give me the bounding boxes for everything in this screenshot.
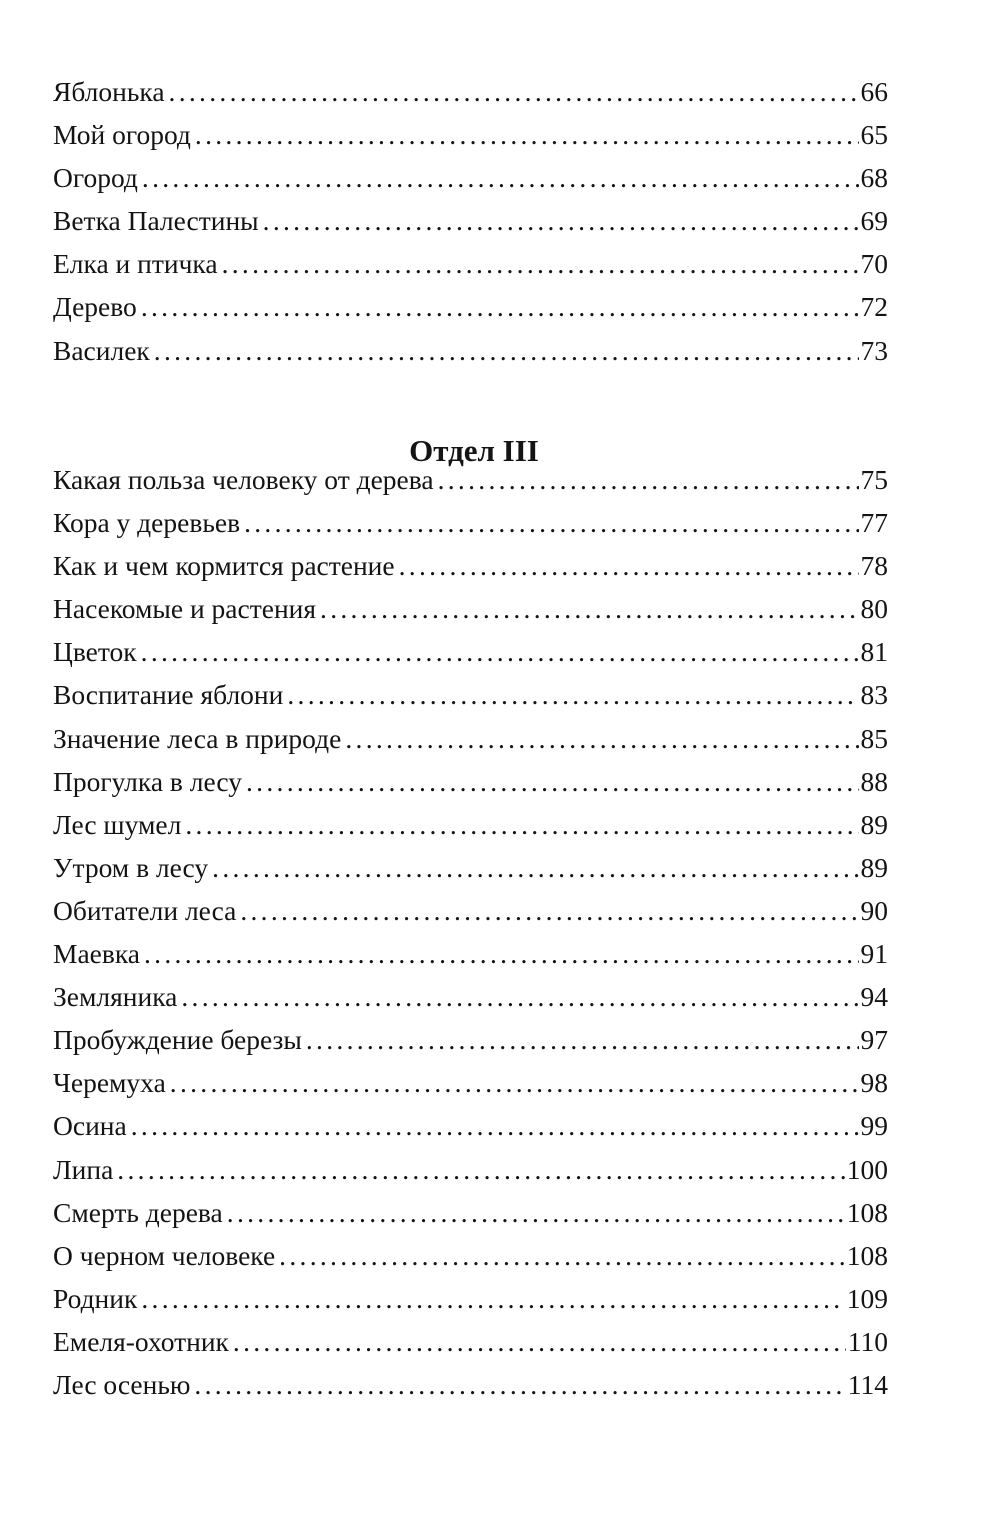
toc-entry-title: Василек — [53, 334, 150, 366]
toc-leader-dots — [279, 1234, 845, 1277]
toc-leader-dots — [154, 329, 859, 372]
toc-entry-title: Значение леса в природе — [53, 722, 342, 754]
toc-leader-dots — [438, 458, 859, 501]
toc-entry-page: 110 — [847, 1325, 888, 1357]
toc-entry — [53, 846, 888, 889]
toc-entry — [53, 1104, 888, 1147]
toc-entry-page: 70 — [860, 248, 888, 280]
toc-entry — [53, 113, 888, 156]
toc-leader-dots — [141, 285, 859, 328]
toc-leader-dots — [287, 673, 858, 716]
toc-leader-dots — [185, 803, 858, 846]
toc-entry-page: 90 — [860, 894, 888, 926]
toc-entry — [53, 1191, 888, 1234]
toc-entry-page: 89 — [860, 851, 888, 883]
toc-leader-dots — [212, 846, 858, 889]
toc-leader-dots — [320, 587, 858, 630]
toc-entry-title: Елка и птичка — [53, 248, 218, 280]
toc-entry-page: 77 — [860, 507, 888, 539]
toc-list-top — [53, 70, 888, 372]
toc-entry-page: 80 — [860, 593, 888, 625]
toc-entry — [53, 544, 888, 587]
toc-entry-page: 109 — [846, 1282, 888, 1314]
toc-entry — [53, 285, 888, 328]
toc-entry-title: Осина — [53, 1110, 127, 1142]
toc-entry-page: 73 — [860, 334, 888, 366]
toc-leader-dots — [227, 1191, 845, 1234]
toc-entry-title: Прогулка в лесу — [53, 765, 242, 797]
toc-entry — [53, 975, 888, 1018]
toc-leader-dots — [222, 242, 859, 285]
toc-entry-page: 94 — [860, 981, 888, 1013]
toc-entry-title: Лес осенью — [53, 1368, 191, 1400]
toc-leader-dots — [399, 544, 859, 587]
toc-entry — [53, 242, 888, 285]
toc-entry-title: Смерть дерева — [53, 1196, 223, 1228]
toc-leader-dots — [246, 760, 859, 803]
toc-leader-dots — [244, 501, 858, 544]
toc-entry — [53, 501, 888, 544]
toc-entry-page: 78 — [860, 550, 888, 582]
toc-entry-page: 75 — [860, 464, 888, 495]
toc-entry — [53, 329, 888, 372]
toc-leader-dots — [240, 889, 858, 932]
toc-entry-page: 68 — [860, 162, 888, 194]
toc-entry — [53, 673, 888, 716]
toc-entry-title: Емеля-охотник — [53, 1325, 229, 1357]
section-title: Отдел III — [409, 432, 539, 468]
toc-entry-page: 69 — [860, 205, 888, 237]
toc-leader-dots — [263, 199, 859, 242]
toc-entry-page: 114 — [847, 1368, 888, 1400]
toc-entry-title: О черном человеке — [53, 1239, 276, 1271]
toc-entry — [53, 630, 888, 673]
toc-entry-page: 83 — [860, 679, 888, 711]
toc-entry — [53, 587, 888, 630]
toc-entry-page: 97 — [860, 1024, 888, 1056]
toc-entry — [53, 70, 888, 113]
toc-entry-page: 85 — [860, 722, 888, 754]
toc-entry — [53, 932, 888, 975]
toc-entry-title: Липа — [53, 1153, 114, 1185]
toc-entry-page: 65 — [860, 119, 888, 151]
toc-entry-page: 89 — [860, 808, 888, 840]
toc-leader-dots — [306, 1018, 859, 1061]
toc-entry-page: 99 — [860, 1110, 888, 1142]
toc-entry-page: 91 — [860, 938, 888, 970]
toc-entry-title: Как и чем кормится растение — [53, 550, 395, 582]
toc-entry-title: Обитатели леса — [53, 894, 237, 926]
toc-entry — [53, 1148, 888, 1191]
toc-entry-title: Лес шумел — [53, 808, 182, 840]
toc-leader-dots — [117, 1148, 844, 1191]
toc-entry-title: Огород — [53, 162, 138, 194]
toc-entry-page: 98 — [860, 1067, 888, 1099]
toc-entry-title: Родник — [53, 1282, 138, 1314]
toc-entry-page: 108 — [846, 1196, 888, 1228]
toc-entry-page: 72 — [860, 291, 888, 323]
toc-entry-title: Воспитание яблони — [53, 679, 284, 711]
toc-entry-title: Ветка Палестины — [53, 205, 259, 237]
toc-leader-dots — [170, 1061, 859, 1104]
toc-leader-dots — [141, 630, 859, 673]
toc-entry-page: 88 — [860, 765, 888, 797]
toc-leader-dots — [195, 113, 859, 156]
toc-entry — [53, 717, 888, 760]
toc-entry — [53, 458, 888, 501]
toc-leader-dots — [233, 1320, 846, 1363]
toc-entry-page: 100 — [846, 1153, 888, 1185]
toc-entry-title: Какая польза человеку от дерева — [53, 464, 434, 495]
toc-entry — [53, 1363, 888, 1406]
toc-entry-page: 81 — [860, 636, 888, 668]
toc-entry-title: Цветок — [53, 636, 137, 668]
toc-entry — [53, 1061, 888, 1104]
toc-entry — [53, 760, 888, 803]
toc-entry-title: Маевка — [53, 938, 140, 970]
toc-entry-title: Пробуждение березы — [53, 1024, 302, 1056]
toc-leader-dots — [144, 932, 859, 975]
toc-entry-title: Мой огород — [53, 119, 191, 151]
toc-entry — [53, 199, 888, 242]
toc-leader-dots — [345, 717, 858, 760]
toc-entry — [53, 156, 888, 199]
toc-entry-title: Черемуха — [53, 1067, 166, 1099]
toc-entry — [53, 1018, 888, 1061]
toc-leader-dots — [142, 156, 859, 199]
toc-entry-title: Дерево — [53, 291, 137, 323]
toc-entry-title: Земляника — [53, 981, 178, 1013]
toc-entry-title: Яблонька — [53, 76, 165, 107]
toc-entry — [53, 1234, 888, 1277]
toc-list-section-3 — [53, 458, 888, 1406]
toc-entry — [53, 803, 888, 846]
toc-entry — [53, 1277, 888, 1320]
toc-entry — [53, 1320, 888, 1363]
toc-entry-title: Утром в лесу — [53, 851, 209, 883]
toc-leader-dots — [131, 1104, 859, 1147]
toc-entry-title: Кора у деревьев — [53, 507, 241, 539]
toc-leader-dots — [194, 1363, 845, 1406]
toc-leader-dots — [181, 975, 858, 1018]
toc-entry-page: 108 — [846, 1239, 888, 1271]
toc-leader-dots — [141, 1277, 844, 1320]
toc-entry-page: 66 — [860, 76, 888, 107]
toc-entry-title: Насекомые и растения — [53, 593, 317, 625]
toc-entry — [53, 889, 888, 932]
toc-leader-dots — [169, 70, 859, 113]
